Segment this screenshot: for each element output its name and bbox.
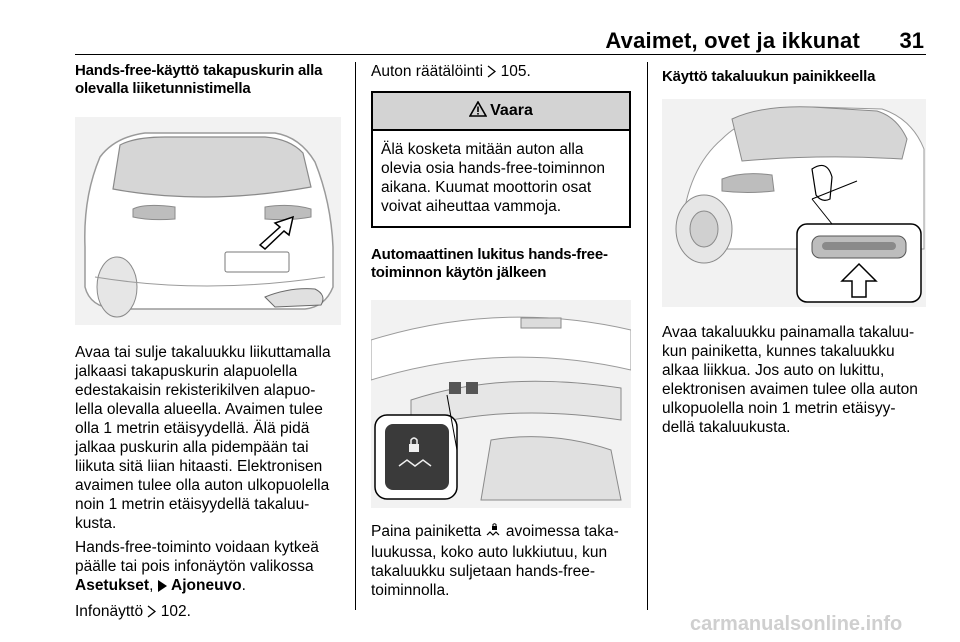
- header-title: Avaimet, ovet ja ikkunat: [605, 28, 860, 53]
- watermark: carmanualsonline.info: [690, 613, 903, 635]
- settings-note-end: .: [241, 577, 246, 594]
- rear-bumper-sensor-illustration: [75, 117, 341, 325]
- autolock-text-end: avoimessa taka-luukussa, koko auto lukkiutuu, kun takaluukku suljetaan hands-free-toiminnolla.: [371, 523, 619, 599]
- section-heading-autolock: Automaattinen lukitus hands-free-toiminnon käytön jälkeen: [371, 246, 608, 281]
- customization-reference: [371, 62, 631, 83]
- lock-foot-icon: [486, 523, 502, 543]
- reference-page: 105.: [500, 63, 531, 80]
- handsfree-instructions: Avaa tai sulje takaluukku liikuttamalla jalkaasi takapuskurin alapuolella edestakaisin rekisterikilven alapuo-lella olevalla alueella. Avaimen tulee olla 1 metrin etäisyydellä. Älä pidä jalkaa puskurin alla pidempään tai liikuta sitä liian hitaasti. Elektronisen avaimen tulee olla auton ulkopuolella noin 1 metrin etäisyydellä takaluu-kusta.: [75, 344, 331, 532]
- section-heading-handsfree-sensor: Hands-free-käyttö takapuskurin alla olevalla liiketunnistimella: [75, 62, 323, 97]
- page-number: 31: [899, 28, 924, 53]
- reference-text: Auton räätälöinti: [371, 63, 488, 80]
- settings-separator: ,: [149, 577, 158, 594]
- column-divider-2: [647, 62, 648, 610]
- warning-box: [371, 91, 631, 228]
- page-reference-icon: [487, 64, 496, 83]
- section-heading-tailgate-button: Käyttö takaluukun painikkeella: [662, 68, 876, 85]
- reference-text: Infonäyttö: [75, 603, 148, 620]
- menu-arrow-icon: [158, 578, 167, 597]
- tailgate-lock-button-illustration: [371, 300, 631, 508]
- vehicle-menu-label: Ajoneuvo: [171, 577, 242, 594]
- tailgate-button-instructions: Avaa takaluukku painamalla takaluu-kun painiketta, kunnes takaluukku alkaa liikkua. Jos auto on lukittu, elektronisen avaimen tulee olla auton ulkopuolella noin 1 metrin etäisyy-dellä takaluukusta.: [662, 324, 918, 436]
- settings-menu-label: Asetukset: [75, 577, 150, 594]
- header-rule: [75, 54, 926, 55]
- column-3: [662, 62, 926, 437]
- column-1: [75, 62, 341, 623]
- settings-note-text: Hands-free-toiminto voidaan kytkeä päälle tai pois infonäytön valikossa: [75, 539, 319, 575]
- tailgate-button-illustration: [662, 99, 926, 307]
- autolock-instructions: [371, 522, 631, 600]
- warning-body: Älä kosketa mitään auton alla olevia osia hands-free-toiminnon aikana. Kuumat moottorin osat voivat aiheuttaa vammoja.: [381, 141, 606, 215]
- warning-title: Vaara: [490, 102, 533, 119]
- column-2: [371, 62, 631, 600]
- warning-header: [373, 93, 629, 131]
- infodisplay-reference: [75, 602, 341, 623]
- handsfree-settings-note: [75, 538, 341, 597]
- autolock-text-start: Paina painiketta: [371, 523, 486, 540]
- column-divider-1: [355, 62, 356, 610]
- warning-triangle-icon: [469, 101, 487, 122]
- reference-page: 102.: [160, 603, 191, 620]
